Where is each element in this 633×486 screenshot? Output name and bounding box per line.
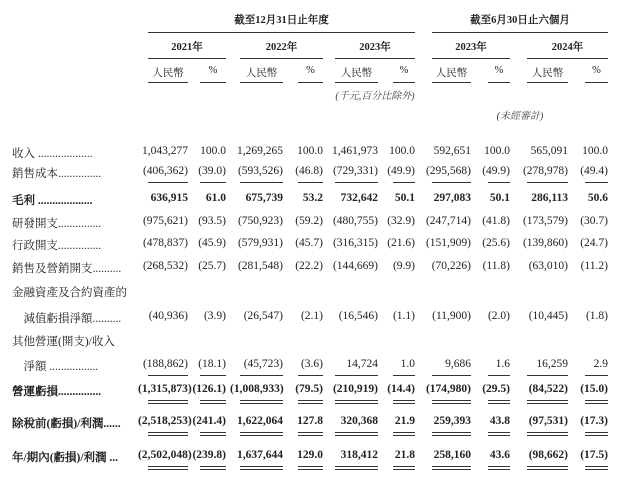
percent-header: % (494, 65, 504, 76)
divider (240, 58, 323, 59)
cell-value: 50.6 (587, 192, 608, 204)
double-underline (527, 466, 568, 470)
cell-value: 636,915 (150, 192, 188, 204)
double-underline (148, 432, 188, 436)
divider (432, 58, 510, 59)
cell-value: (11.8) (482, 260, 510, 272)
group-header-annual: 截至12月31日止年度 (234, 15, 329, 26)
cell-value: (11.2) (580, 260, 608, 272)
cell-value: 1,622,064 (237, 415, 283, 427)
cell-value: (21.6) (387, 237, 415, 249)
cell-value: (25.6) (482, 237, 510, 249)
divider (335, 58, 415, 59)
year-header: 2023年 (455, 42, 487, 53)
cell-value: (93.5) (198, 215, 226, 227)
cell-value: (975,621) (142, 215, 188, 227)
row-label: 銷售成本............... (12, 168, 102, 180)
cell-value: (41.8) (482, 215, 510, 227)
double-underline (200, 400, 226, 404)
underline (432, 182, 471, 183)
underline (393, 182, 415, 183)
double-underline (298, 432, 323, 436)
cell-value: (126.1) (192, 383, 226, 395)
cell-value: 1,637,644 (237, 449, 283, 461)
double-underline (148, 400, 188, 404)
divider (393, 82, 415, 83)
row-label: 營運虧損............... (12, 386, 102, 398)
cell-value: 318,412 (340, 449, 378, 461)
underline (335, 182, 378, 183)
underline (240, 375, 283, 376)
divider (488, 82, 510, 83)
underline (527, 182, 568, 183)
divider (335, 82, 378, 83)
cell-value: 1,461,973 (332, 145, 378, 157)
cell-value: (579,931) (237, 237, 283, 249)
cell-value: (32.9) (387, 215, 415, 227)
cell-value: (14.4) (387, 383, 415, 395)
cell-value: (1.1) (392, 310, 415, 322)
cell-value: 100.0 (582, 145, 608, 157)
cell-value: (480,755) (332, 215, 378, 227)
cell-value: 592,651 (433, 145, 471, 157)
cell-value: (16,546) (338, 310, 378, 322)
double-underline (585, 400, 608, 404)
cell-value: 1.6 (495, 358, 510, 370)
cell-value: 1,269,265 (237, 145, 283, 157)
currency-header: 人民幣 (245, 68, 278, 79)
divider (527, 82, 568, 83)
percent-header: % (399, 65, 409, 76)
double-underline (585, 466, 608, 470)
cell-value: (17.5) (580, 449, 608, 461)
cell-value: (84,522) (528, 383, 568, 395)
double-underline (527, 400, 568, 404)
double-underline (240, 400, 283, 404)
cell-value: (3.9) (203, 310, 226, 322)
double-underline (200, 432, 226, 436)
cell-value: (49.9) (482, 165, 510, 177)
underline (488, 182, 510, 183)
cell-value: (17.3) (580, 415, 608, 427)
cell-value: 50.1 (489, 192, 510, 204)
underline (298, 182, 323, 183)
percent-header: % (208, 65, 218, 76)
cell-value: 258,160 (433, 449, 471, 461)
cell-value: (45.9) (198, 237, 226, 249)
cell-value: 100.0 (297, 145, 323, 157)
currency-header: 人民幣 (531, 68, 564, 79)
cell-value: (2.1) (300, 310, 323, 322)
unit-note: (千元,百分比除外) (335, 91, 415, 102)
row-label: 除稅前(虧損)/利潤...... (12, 418, 121, 430)
cell-value: (45,723) (243, 358, 283, 370)
row-label: 減值虧損淨額.......... (12, 313, 122, 325)
double-underline (335, 466, 378, 470)
double-underline (240, 432, 283, 436)
underline (148, 182, 188, 183)
divider (148, 82, 188, 83)
cell-value: 21.9 (394, 415, 415, 427)
cell-value: (239.8) (192, 449, 226, 461)
underline (527, 375, 568, 376)
year-header: 2021年 (171, 42, 203, 53)
underline (298, 375, 323, 376)
cell-value: (98,662) (528, 449, 568, 461)
cell-value: (729,331) (332, 165, 378, 177)
cell-value: (1,315,873) (138, 383, 192, 395)
cell-value: (18.1) (198, 358, 226, 370)
double-underline (432, 432, 471, 436)
cell-value: 16,259 (536, 358, 568, 370)
underline (585, 375, 608, 376)
double-underline (488, 432, 510, 436)
double-underline (488, 400, 510, 404)
cell-value: (210,919) (332, 383, 378, 395)
cell-value: (59.2) (295, 215, 323, 227)
double-underline (527, 432, 568, 436)
double-underline (298, 400, 323, 404)
double-underline (240, 466, 283, 470)
divider (240, 82, 283, 83)
year-header: 2024年 (551, 42, 584, 53)
divider (298, 82, 323, 83)
cell-value: (151,909) (425, 237, 471, 249)
divider (585, 82, 608, 83)
cell-value: 127.8 (297, 415, 323, 427)
cell-value: 259,393 (433, 415, 471, 427)
double-underline (585, 432, 608, 436)
cell-value: (247,714) (425, 215, 471, 227)
divider (148, 58, 226, 59)
cell-value: (174,980) (425, 383, 471, 395)
cell-value: 286,113 (531, 192, 568, 204)
cell-value: (278,978) (522, 165, 568, 177)
double-underline (335, 432, 378, 436)
cell-value: (26,547) (243, 310, 283, 322)
cell-value: 50.1 (394, 192, 415, 204)
row-label: 銷售及營銷開支.......... (12, 263, 122, 275)
row-label: 金融資產及合約資產的 (12, 287, 127, 299)
cell-value: (46.8) (295, 165, 323, 177)
cell-value: (39.0) (198, 165, 226, 177)
double-underline (298, 466, 323, 470)
cell-value: (316,315) (332, 237, 378, 249)
underline (393, 375, 415, 376)
double-underline (393, 466, 415, 470)
underline (585, 182, 608, 183)
cell-value: (63,010) (528, 260, 568, 272)
row-label: 淨額 ................. (12, 361, 99, 373)
row-label: 毛利 ................... (12, 195, 93, 207)
percent-header: % (592, 65, 601, 76)
cell-value: (29.5) (482, 383, 510, 395)
double-underline (393, 432, 415, 436)
cell-value: 129.0 (297, 449, 323, 461)
row-label: 其他營運(開支)/收入 (12, 336, 115, 348)
currency-header: 人民幣 (152, 68, 184, 79)
cell-value: 565,091 (530, 145, 568, 157)
cell-value: 53.2 (302, 192, 323, 204)
group-header-half-year: 截至6月30日止六個月 (470, 15, 570, 26)
cell-value: 43.8 (489, 415, 510, 427)
cell-value: (241.4) (192, 415, 226, 427)
currency-header: 人民幣 (340, 68, 373, 79)
cell-value: (1,008,933) (230, 383, 284, 395)
year-header: 2023年 (359, 42, 391, 53)
cell-value: (49.4) (580, 165, 608, 177)
currency-header: 人民幣 (435, 68, 468, 79)
cell-value: 100.0 (484, 145, 510, 157)
cell-value: 9,686 (445, 358, 471, 370)
cell-value: 43.6 (489, 449, 510, 461)
cell-value: 61.0 (205, 192, 226, 204)
double-underline (432, 400, 471, 404)
cell-value: (2,518,253) (138, 415, 192, 427)
year-header: 2022年 (265, 42, 298, 53)
underline (148, 375, 188, 376)
cell-value: (3.6) (300, 358, 323, 370)
underline (335, 375, 378, 376)
cell-value: 21.8 (394, 449, 415, 461)
underline (240, 182, 283, 183)
double-underline (148, 466, 188, 470)
cell-value: (15.0) (580, 383, 608, 395)
cell-value: (97,531) (528, 415, 568, 427)
divider (148, 32, 415, 33)
cell-value: (406,362) (142, 165, 188, 177)
row-label: 行政開支............... (12, 240, 102, 252)
cell-value: (750,923) (237, 215, 283, 227)
row-label: 收入 ................... (12, 148, 93, 160)
cell-value: (30.7) (580, 215, 608, 227)
cell-value: (24.7) (580, 237, 608, 249)
cell-value: (9.9) (392, 260, 415, 272)
divider (527, 58, 608, 59)
divider (432, 32, 608, 33)
cell-value: 100.0 (200, 145, 226, 157)
cell-value: (22.2) (295, 260, 323, 272)
cell-value: (40,936) (148, 310, 188, 322)
cell-value: (188,862) (142, 358, 188, 370)
cell-value: (2.0) (487, 310, 510, 322)
cell-value: (281,548) (237, 260, 283, 272)
cell-value: 2.9 (593, 358, 608, 370)
cell-value: 732,642 (340, 192, 378, 204)
underline (200, 182, 226, 183)
cell-value: (10,445) (528, 310, 568, 322)
cell-value: (2,502,048) (138, 449, 192, 461)
cell-value: (295,568) (425, 165, 471, 177)
cell-value: (144,669) (332, 260, 378, 272)
cell-value: 1.0 (400, 358, 415, 370)
row-label: 研發開支............... (12, 218, 102, 230)
cell-value: (11,900) (432, 310, 471, 322)
cell-value: (25.7) (198, 260, 226, 272)
cell-value: (268,532) (142, 260, 188, 272)
cell-value: (79.5) (295, 383, 323, 395)
cell-value: (1.8) (585, 310, 608, 322)
percent-header: % (306, 65, 315, 76)
double-underline (335, 400, 378, 404)
double-underline (488, 466, 510, 470)
unaudited-note: (未經審計) (496, 111, 544, 122)
underline (488, 375, 510, 376)
cell-value: (45.7) (295, 237, 323, 249)
divider (432, 82, 471, 83)
cell-value: (478,837) (142, 237, 188, 249)
cell-value: 675,739 (245, 192, 283, 204)
cell-value: (173,579) (522, 215, 568, 227)
cell-value: 14,724 (346, 358, 378, 370)
underline (432, 375, 471, 376)
cell-value: (139,860) (522, 237, 568, 249)
double-underline (432, 466, 471, 470)
underline (200, 375, 226, 376)
double-underline (393, 400, 415, 404)
cell-value: (593,526) (237, 165, 283, 177)
divider (200, 82, 226, 83)
cell-value: (49.9) (387, 165, 415, 177)
row-label: 年/期內(虧損)/利潤 ... (12, 452, 119, 464)
cell-value: (70,226) (431, 260, 471, 272)
double-underline (200, 466, 226, 470)
cell-value: 1,043,277 (142, 145, 188, 157)
cell-value: 297,083 (433, 192, 471, 204)
cell-value: 100.0 (389, 145, 415, 157)
cell-value: 320,368 (340, 415, 378, 427)
